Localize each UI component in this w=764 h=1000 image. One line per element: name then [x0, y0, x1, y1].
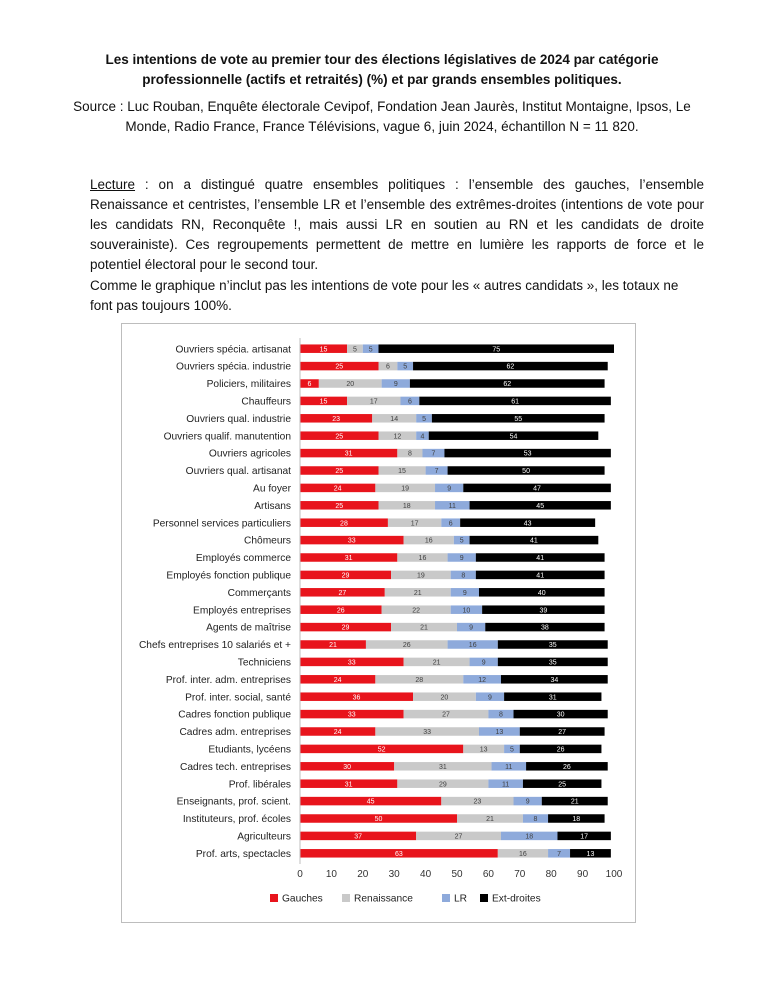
data-label: 29: [341, 624, 350, 632]
legend-label: Gauches: [282, 893, 323, 905]
category-label: Employés commerce: [195, 553, 291, 565]
x-tick-label: 70: [514, 869, 526, 880]
source-line-2: Monde, Radio France, France Télévisions, vague 6, juin 2024, échantillon N = 11 820.: [125, 119, 639, 134]
data-label: 15: [398, 468, 406, 476]
data-label: 18: [572, 816, 581, 824]
data-label: 25: [335, 363, 344, 371]
category-label: Prof. inter. social, santé: [185, 692, 291, 704]
data-label: 20: [346, 381, 355, 389]
category-label: Personnel services particuliers: [152, 518, 291, 530]
x-tick-label: 0: [297, 869, 303, 880]
category-label: Ouvriers agricoles: [208, 448, 291, 460]
data-label: 21: [329, 642, 337, 650]
stacked-bar-chart: [122, 324, 635, 922]
category-label: Policiers, militaires: [206, 379, 291, 391]
data-label: 17: [369, 398, 378, 406]
data-label: 11: [502, 781, 510, 789]
category-label: Cadres adm. entreprises: [179, 727, 291, 739]
data-label: 50: [374, 816, 383, 824]
category-label: Chefs entreprises 10 salariés et +: [138, 640, 291, 652]
category-label: Cadres tech. entreprises: [180, 761, 291, 773]
data-label: 5: [403, 363, 408, 371]
data-label: 29: [341, 572, 350, 580]
data-label: 8: [407, 450, 412, 458]
category-label: Employés fonction publique: [166, 570, 291, 582]
data-label: 26: [336, 607, 345, 615]
data-label: 37: [354, 833, 362, 841]
x-tick-label: 30: [388, 869, 400, 880]
data-label: 33: [347, 711, 356, 719]
source-line-1: Source : Luc Rouban, Enquête électorale Cevipof, Fondation Jean Jaurès, Institut Montaigne, Ipsos, Le: [73, 99, 691, 114]
data-label: 17: [580, 833, 589, 841]
data-label: 41: [530, 537, 538, 545]
data-label: 21: [413, 589, 422, 597]
data-label: 6: [307, 381, 312, 389]
data-label: 26: [563, 763, 571, 771]
data-label: 23: [473, 798, 482, 806]
data-label: 35: [548, 642, 557, 650]
data-label: 6: [407, 398, 412, 406]
title-line-1: Les intentions de vote au premier tour des élections législatives de 2024 par catégorie: [105, 52, 659, 67]
data-label: 7: [557, 850, 562, 858]
data-label: 25: [335, 433, 344, 441]
x-tick-label: 90: [577, 869, 589, 880]
data-label: 23: [332, 415, 341, 423]
data-label: 9: [525, 798, 530, 806]
category-label: Agents de maîtrise: [206, 622, 291, 634]
data-label: 12: [478, 676, 487, 684]
data-label: 17: [410, 520, 419, 528]
data-label: 9: [481, 659, 486, 667]
data-label: 27: [558, 729, 567, 737]
data-label: 52: [377, 746, 386, 754]
data-label: 16: [519, 850, 527, 858]
data-label: 40: [537, 589, 546, 597]
totals-note: Comme le graphique n’inclut pas les intentions de vote pour les « autres candidats », les totaux ne font pas toujours 100%.: [90, 278, 679, 313]
category-label: Techniciens: [237, 657, 291, 669]
data-label: 31: [344, 450, 353, 458]
data-label: 62: [503, 381, 512, 389]
data-label: 5: [422, 415, 426, 423]
x-tick-label: 20: [357, 869, 369, 880]
category-label: Etudiants, lycéens: [208, 744, 291, 756]
legend-swatch: [270, 894, 278, 902]
reading-note: [90, 175, 704, 275]
data-label: 20: [440, 694, 449, 702]
legend-label: Renaissance: [354, 893, 413, 905]
data-label: 39: [539, 607, 548, 615]
category-label: Ouvriers qual. artisanat: [185, 466, 291, 478]
data-label: 13: [479, 746, 488, 754]
data-label: 43: [523, 520, 532, 528]
data-label: 5: [509, 746, 514, 754]
data-label: 41: [536, 572, 545, 580]
x-tick-label: 10: [325, 869, 337, 880]
category-label: Ouvriers qual. industrie: [186, 413, 291, 425]
category-label: Chauffeurs: [241, 396, 291, 408]
data-label: 30: [343, 763, 351, 771]
data-label: 41: [536, 555, 545, 563]
data-label: 11: [448, 502, 456, 510]
data-label: 22: [412, 607, 421, 615]
data-label: 21: [420, 624, 428, 632]
legend-swatch: [342, 894, 350, 902]
category-label: Cadres fonction publique: [178, 709, 291, 721]
data-label: 11: [505, 763, 513, 771]
data-label: 14: [390, 415, 399, 423]
data-label: 9: [462, 589, 467, 597]
data-label: 31: [344, 555, 353, 563]
category-label: Au foyer: [253, 483, 291, 495]
legend-label: Ext-droites: [492, 893, 541, 905]
data-label: 27: [454, 833, 463, 841]
data-label: 55: [514, 415, 523, 423]
data-label: 15: [319, 346, 328, 354]
data-label: 16: [418, 555, 427, 563]
data-label: 36: [352, 694, 361, 702]
x-tick-label: 80: [545, 869, 557, 880]
data-label: 6: [448, 520, 453, 528]
category-label: Ouvriers spécia. artisanat: [175, 344, 291, 356]
data-label: 30: [556, 711, 565, 719]
data-label: 13: [586, 850, 595, 858]
x-tick-label: 50: [451, 869, 463, 880]
data-label: 9: [469, 624, 474, 632]
legend-swatch: [480, 894, 488, 902]
data-label: 53: [523, 450, 532, 458]
data-label: 18: [402, 502, 411, 510]
x-tick-label: 100: [605, 869, 623, 880]
reading-body: : on a distingué quatre ensembles politiques : l’ensemble des gauches, l’ensemble Renaissance et centristes, l’ensemble LR et l’ensemble des extrêmes-droites (intentions de vote pour les candidats RN, Reconquête !, mais aussi LR en soutien au RN et les candidats de droite souverainiste). Ces regroupements permettent de mettre en lumière les rapports de force et le potentiel électoral pour le second tour.: [90, 177, 704, 272]
data-label: 31: [344, 781, 353, 789]
category-label: Artisans: [254, 500, 291, 512]
data-label: 9: [393, 381, 398, 389]
data-label: 47: [533, 485, 541, 493]
data-label: 25: [558, 781, 567, 789]
legend-label: LR: [454, 893, 468, 905]
data-label: 8: [533, 816, 538, 824]
reading-label: Lecture: [90, 177, 136, 192]
category-label: Chômeurs: [244, 535, 291, 547]
data-label: 28: [415, 676, 424, 684]
data-label: 21: [570, 798, 579, 806]
category-label: Instituteurs, prof. écoles: [182, 814, 291, 826]
data-label: 8: [461, 572, 466, 580]
page-title: [60, 50, 704, 90]
x-tick-label: 40: [420, 869, 432, 880]
data-label: 21: [432, 659, 441, 667]
data-label: 6: [385, 363, 390, 371]
data-label: 38: [541, 624, 549, 632]
category-label: Enseignants, prof. scient.: [176, 796, 291, 808]
data-label: 21: [486, 816, 494, 824]
data-label: 16: [468, 642, 477, 650]
data-label: 28: [340, 520, 348, 528]
data-label: 19: [401, 485, 410, 493]
data-label: 27: [338, 589, 347, 597]
data-label: 54: [509, 433, 518, 441]
data-label: 9: [488, 694, 492, 702]
data-label: 25: [335, 502, 344, 510]
data-label: 9: [459, 555, 464, 563]
data-label: 45: [366, 798, 375, 806]
data-label: 15: [319, 398, 328, 406]
data-label: 24: [333, 485, 342, 493]
data-label: 7: [434, 468, 439, 476]
data-label: 5: [368, 346, 373, 354]
data-label: 12: [393, 433, 402, 441]
data-label: 33: [423, 729, 432, 737]
data-label: 16: [424, 537, 433, 545]
data-label: 26: [556, 746, 565, 754]
category-label: Prof. arts, spectacles: [195, 848, 291, 860]
chart-frame: [121, 323, 636, 923]
data-label: 61: [511, 398, 519, 406]
category-label: Agriculteurs: [237, 831, 291, 843]
data-label: 8: [499, 711, 503, 719]
data-label: 19: [416, 572, 425, 580]
data-label: 25: [335, 468, 344, 476]
legend-swatch: [442, 894, 450, 902]
data-label: 50: [522, 468, 530, 476]
data-label: 31: [438, 763, 447, 771]
data-label: 75: [492, 346, 501, 354]
data-label: 18: [525, 833, 534, 841]
category-label: Prof. libérales: [228, 779, 291, 791]
data-label: 24: [333, 729, 342, 737]
data-label: 24: [333, 676, 342, 684]
data-label: 33: [347, 659, 356, 667]
data-label: 13: [495, 729, 504, 737]
data-label: 7: [431, 450, 436, 458]
data-label: 31: [548, 694, 557, 702]
data-label: 45: [536, 502, 545, 510]
data-label: 5: [459, 537, 464, 545]
source-note: [60, 97, 704, 137]
category-label: Commerçants: [227, 587, 291, 599]
data-label: 29: [438, 781, 447, 789]
data-label: 33: [347, 537, 356, 545]
title-line-2: professionnelle (actifs et retraités) (%) et par grands ensembles politiques.: [142, 72, 622, 87]
data-label: 35: [548, 659, 557, 667]
data-label: 26: [402, 642, 411, 650]
category-label: Ouvriers qualif. manutention: [163, 431, 291, 443]
data-label: 27: [442, 711, 450, 719]
category-label: Prof. inter. adm. entreprises: [165, 674, 291, 686]
data-label: 5: [352, 346, 357, 354]
data-label: 63: [395, 850, 403, 858]
data-label: 4: [420, 433, 425, 441]
category-label: Ouvriers spécia. industrie: [176, 361, 291, 373]
category-label: Employés entreprises: [193, 605, 291, 617]
data-label: 34: [550, 676, 559, 684]
x-tick-label: 60: [482, 869, 494, 880]
data-label: 62: [506, 363, 515, 371]
data-label: 9: [447, 485, 452, 493]
data-label: 10: [462, 607, 471, 615]
